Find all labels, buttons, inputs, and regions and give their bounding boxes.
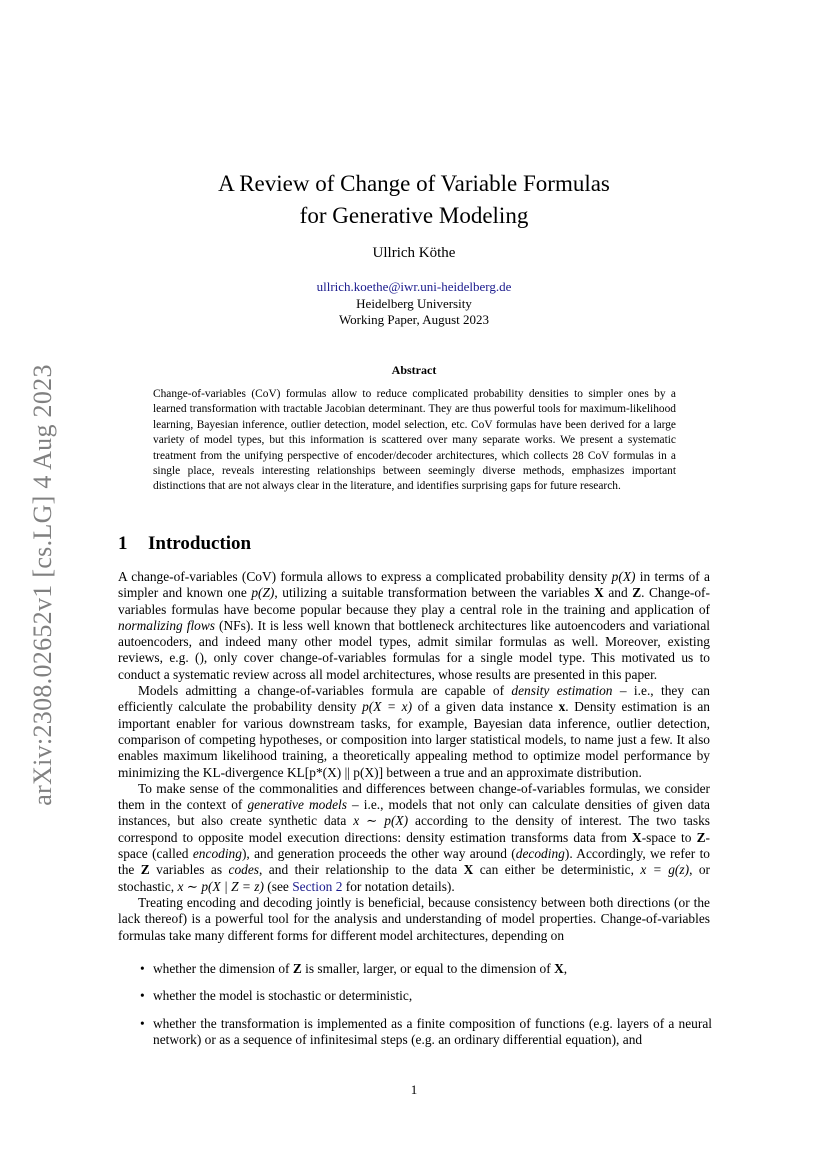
bullet-icon: • [140, 961, 145, 976]
math: x ∼ p(X) [353, 813, 409, 829]
abstract-text: Change-of-variables (CoV) formulas allow to reduce complicated probability densities to simpler ones by a learned transformation with tractable Jacobian determinant. They are thus powerful tools for maximum-likelihood learning, Bayesian inference, outlier detection, model selection, etc. CoV formulas have been derived for a large variety of model types, but this information is scattered over many separate works. We present a systematic treatment from the unifying perspective of encoder/decoder architectures, which collects 28 CoV formulas in a single place, reveals interesting relationships between seemingly diverse methods, emphasizes important distinctions that are not always clear in the literature, and identifies surprising gaps for future research. [153, 388, 676, 493]
paragraph-1: A change-of-variables (CoV) formula allows to express a complicated probability density p(X) in terms of a simpler and known one p(Z), utilizing a suitable transformation between the variables X and Z. Change-of-variables formulas have become popular because they play a central role in the training and application of normalizing flows (NFs). It is less well known that bottleneck architectures like autoencoders and variational autoencoders, and indeed many other model types, admit similar formulas as well. Moreover, existing reviews, e.g. (), only cover change-of-variables formulas for a single model type. This motivated us to conduct a systematic review across all model architectures, whose results are presented in this paper. [118, 569, 710, 682]
section-heading [118, 533, 251, 555]
math: p(Z) [251, 585, 275, 601]
author-affiliation [0, 279, 828, 329]
math: p(X = x) [362, 699, 413, 715]
list-item: • whether the transformation is implemented as a finite composition of functions (e.g. layers of a neural network) or as a sequence of infinitesimal steps (e.g. an ordinary differential equation), and [140, 1015, 712, 1047]
title-line-2: for Generative Modeling [299, 203, 529, 228]
math: X [594, 585, 604, 601]
bullet-icon: • [140, 988, 145, 1004]
paragraph-2: Models admitting a change-of-variables formula are capable of density estimation – i.e., they can efficiently calculate the probability density p(X = x) of a given data instance x. Density estimation is an important enabler for various downstream tasks, for example, Bayesian data inference, outlier detection, comparison of competing hypotheses, or composition into larger statistical models, to name just a few. It also enables maximum likelihood training, a theoretically appealing method to optimize model performance by minimizing the KL-divergence KL[p*(X) || p(X)] between a true and an approximate distribution. [118, 683, 710, 780]
institution: Heidelberg University [356, 295, 472, 311]
math: X [554, 961, 564, 976]
math: KL[p*(X) || p(X)] [286, 764, 384, 780]
author-email-link[interactable]: ullrich.koethe@iwr.uni-heidelberg.de [316, 279, 512, 294]
math: Z [292, 961, 302, 976]
emphasis: normalizing flows [118, 617, 216, 633]
list-item: • whether the model is stochastic or deterministic, [140, 988, 413, 1004]
paper-title [0, 168, 828, 232]
list-item: • whether the dimension of Z is smaller, larger, or equal to the dimension of X, [140, 961, 568, 976]
math: X [632, 829, 642, 845]
math: p(X) [611, 569, 636, 584]
section-number: 1 [118, 533, 128, 554]
emphasis: density estimation [511, 683, 613, 699]
abstract-heading: Abstract [391, 363, 437, 377]
math: X [463, 862, 474, 878]
bullet-list [140, 961, 712, 1059]
paragraph-4: Treating encoding and decoding jointly is beneficial, because consistency between both directions (or the lack thereof) is a powerful tool for the analysis and understanding of model properties. Change-of-variables formulas take many different forms for different model architectures, depending on [118, 894, 710, 943]
paper-note: Working Paper, August 2023 [338, 312, 490, 327]
author-name: Ullrich Köthe [372, 245, 456, 261]
emphasis: generative models [247, 797, 347, 813]
page-number: 1 [410, 1082, 418, 1097]
emphasis: encoding [192, 846, 242, 862]
emphasis: decoding [515, 846, 565, 862]
math: Z [632, 585, 642, 601]
paragraph-3: To make sense of the commonalities and differences between change-of-variables formulas, we consider them in the context of generative models – i.e., models that not only can calculate densities of given data instances, but also create synthetic data x ∼ p(X) according to the density of interest. The two tasks correspond to opposite model execution directions: density estimation transforms data from X-space to Z-space (called encoding), and generation proceeds the other way around (decoding). Accordingly, we refer to the Z variables as codes, and their relationship to the data X can either be deterministic, x = g(z), or stochastic, x ∼ p(X | Z = z) (see Section 2 for notation details). [118, 780, 711, 894]
title-line-1: A Review of Change of Variable Formulas [218, 171, 610, 196]
introduction-body [118, 569, 710, 944]
arxiv-identifier: arXiv:2308.02652v1 [cs.LG] 4 Aug 2023 [28, 364, 57, 806]
bullet-icon: • [140, 1015, 145, 1031]
math: x [558, 699, 566, 715]
math: Z [140, 862, 150, 878]
section-2-link[interactable]: Section 2 [292, 878, 343, 894]
math: Z [696, 829, 706, 845]
math: x = g(z) [640, 862, 690, 878]
emphasis: codes [228, 862, 260, 878]
section-title: Introduction [148, 533, 252, 554]
math: x ∼ p(X | Z = z) [177, 878, 264, 894]
